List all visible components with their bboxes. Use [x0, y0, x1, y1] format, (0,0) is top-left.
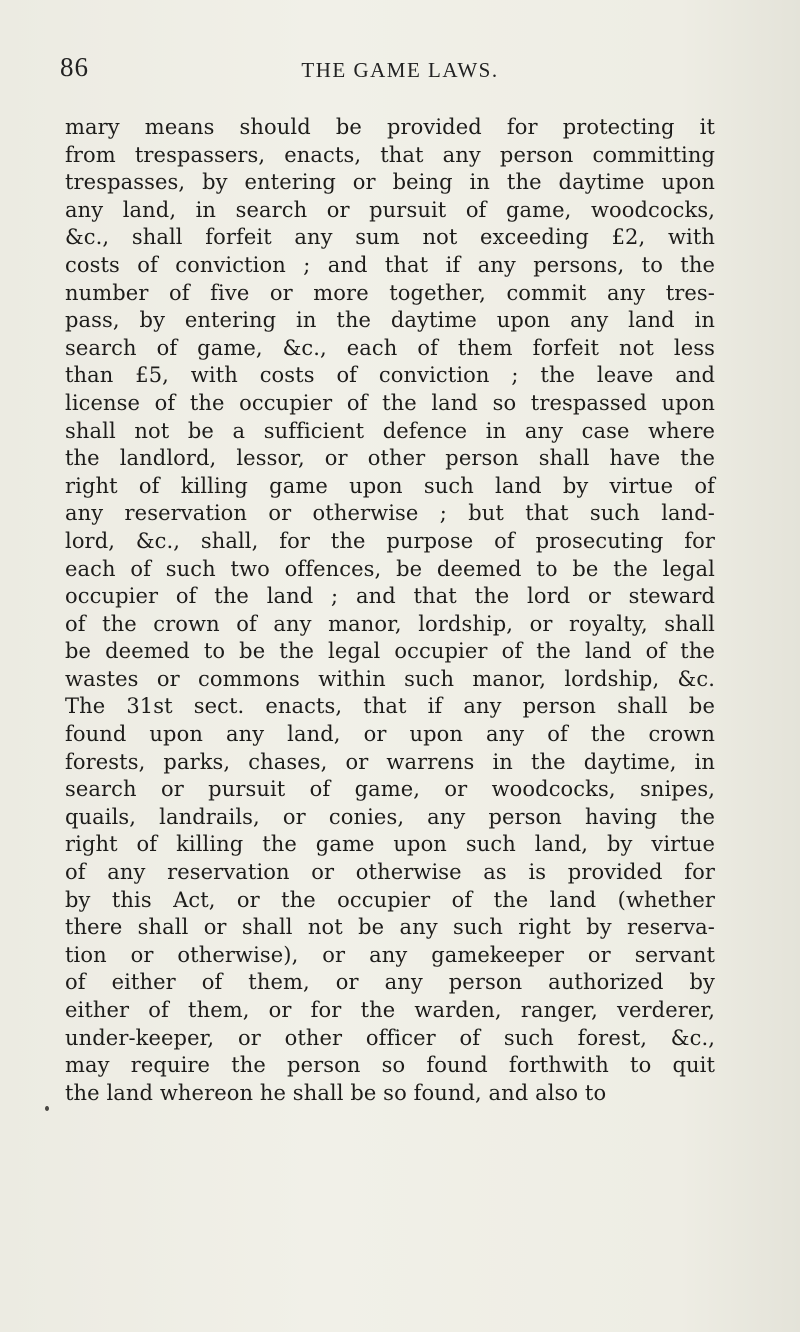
- text-line: number of five or more together, commit any tres-: [65, 280, 715, 305]
- body-text: [65, 114, 715, 1107]
- text-line: the land whereon he shall be so found, and also to: [65, 1080, 607, 1105]
- text-line: pass, by entering in the daytime upon any land in: [65, 308, 715, 333]
- text-line: the landlord, lessor, or other person shall have the: [65, 446, 715, 471]
- text-line: occupier of the land ; and that the lord or steward: [65, 584, 715, 609]
- text-line: of the crown of any manor, lordship, or royalty, shall: [65, 611, 715, 636]
- text-line: tion or otherwise), or any gamekeeper or servant: [65, 942, 715, 967]
- running-head: THE GAME LAWS.: [301, 58, 499, 82]
- text-line: lord, &c., shall, for the purpose of prosecuting for: [65, 528, 715, 553]
- text-line: search or pursuit of game, or woodcocks, snipes,: [65, 777, 715, 802]
- text-line: forests, parks, chases, or warrens in the daytime, in: [65, 749, 715, 774]
- text-line: there shall or shall not be any such right by reserva-: [65, 915, 715, 940]
- text-line: by this Act, or the occupier of the land (whether: [65, 887, 715, 912]
- text-line: any reservation or otherwise ; but that such land-: [65, 501, 715, 526]
- text-line: quails, landrails, or conies, any person having the: [65, 804, 715, 829]
- text-line: right of killing the game upon such land, by virtue: [65, 832, 715, 857]
- text-line: right of killing game upon such land by virtue of: [65, 473, 715, 498]
- text-line: license of the occupier of the land so trespassed upon: [65, 390, 715, 415]
- text-line: be deemed to be the legal occupier of the land of the: [65, 639, 715, 664]
- text-line: mary means should be provided for protecting it: [65, 115, 715, 139]
- text-line: may require the person so found forthwith to quit: [65, 1053, 715, 1078]
- text-line: either of them, or for the warden, ranger, verderer,: [65, 998, 715, 1022]
- text-line: found upon any land, or upon any of the crown: [65, 722, 715, 747]
- text-line: costs of conviction ; and that if any persons, to the: [65, 252, 715, 277]
- text-line: of either of them, or any person authorized by: [65, 970, 715, 995]
- page-number: 86: [60, 52, 89, 82]
- text-line: The 31st sect. enacts, that if any person shall be: [65, 694, 715, 719]
- text-line: from trespassers, enacts, that any person committing: [65, 142, 715, 167]
- text-line: under-keeper, or other officer of such forest, &c.,: [65, 1025, 715, 1050]
- text-line: wastes or commons within such manor, lordship, &c.: [65, 666, 715, 691]
- text-line: trespasses, by entering or being in the daytime upon: [65, 170, 715, 195]
- text-line: search of game, &c., each of them forfeit not less: [65, 335, 715, 360]
- text-line: &c., shall forfeit any sum not exceeding £2, with: [65, 225, 715, 250]
- text-line: any land, in search or pursuit of game, woodcocks,: [65, 197, 715, 222]
- text-line: shall not be a sufficient defence in any case where: [65, 418, 715, 443]
- text-line: each of such two offences, be deemed to be the legal: [65, 556, 715, 581]
- ink-speck: [45, 1106, 49, 1111]
- text-line: of any reservation or otherwise as is provided for: [65, 860, 715, 885]
- text-line: than £5, with costs of conviction ; the leave and: [65, 363, 715, 388]
